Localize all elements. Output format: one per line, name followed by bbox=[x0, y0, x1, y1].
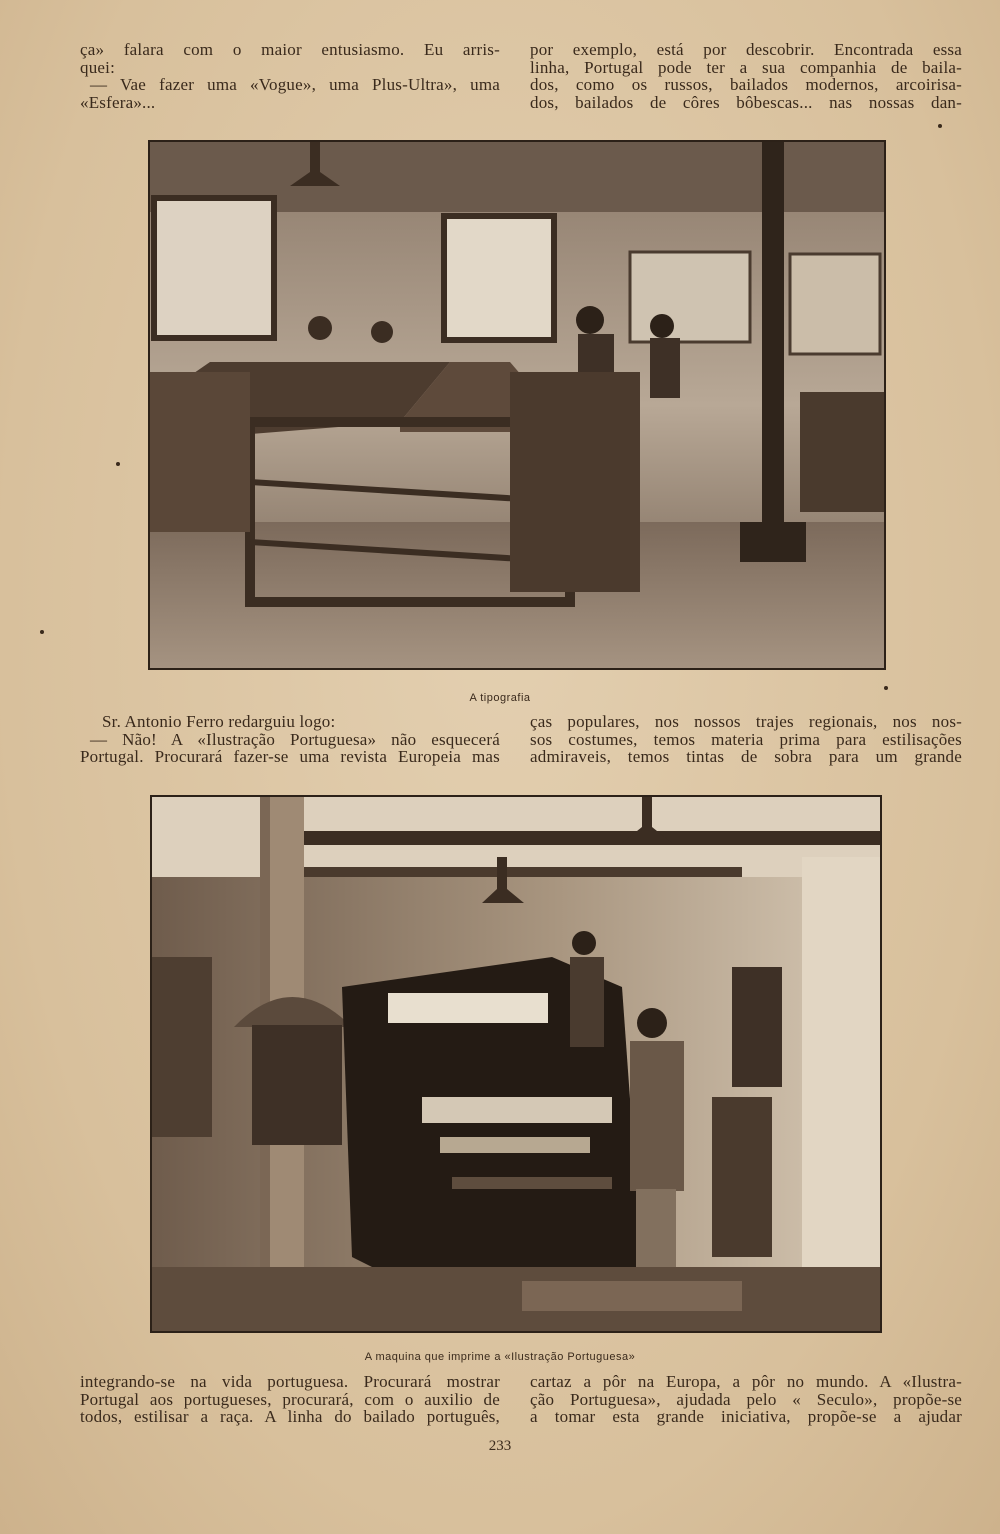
text-line: dos, como os russos, bailados modernos, arcoirisa- bbox=[530, 75, 962, 94]
text-line: quei: bbox=[80, 57, 115, 77]
print-speck bbox=[40, 630, 44, 634]
figure-caption-top: A tipografia bbox=[469, 692, 531, 704]
text-column-top-right bbox=[530, 41, 962, 111]
text-line: cartaz a pôr na Europa, a pôr no mundo. A «Ilustra- bbox=[530, 1372, 962, 1391]
text-line: Portugal. Procurará fazer-se uma revista Europeia mas bbox=[80, 747, 500, 766]
text-line: todos, estilisar a raça. A linha do bailado português, bbox=[80, 1407, 500, 1426]
typography-room-photo bbox=[148, 140, 886, 670]
text-line: ça» falara com o maior entusiasmo. Eu arris- bbox=[80, 40, 500, 59]
text-line: ção Portuguesa», ajudada pelo « Seculo», propõe-se bbox=[530, 1389, 962, 1409]
print-speck bbox=[116, 462, 120, 466]
text-line: — Não! A «Ilustração Portuguesa» não esquecerá bbox=[90, 729, 500, 749]
text-line: Portugal aos portugueses, procurará, com o auxilio de bbox=[80, 1389, 500, 1409]
print-speck bbox=[938, 124, 942, 128]
text-line: — Vae fazer uma «Vogue», uma Plus-Ultra», uma bbox=[90, 75, 500, 94]
text-column-mid-left bbox=[80, 713, 500, 766]
text-line: por exemplo, está por descobrir. Encontrada essa bbox=[530, 40, 962, 59]
figure-caption-bottom: A maquina que imprime a «Ilustração Portuguesa» bbox=[364, 1351, 636, 1363]
printing-machine-photo bbox=[150, 795, 882, 1333]
text-column-bottom-left bbox=[80, 1373, 500, 1426]
text-line: dos, bailados de côres bôbescas... nas nossas dan- bbox=[530, 92, 962, 112]
page-number: 233 bbox=[488, 1438, 512, 1454]
text-column-bottom-right bbox=[530, 1373, 962, 1426]
text-line: Sr. Antonio Ferro redarguiu logo: bbox=[102, 712, 336, 731]
text-column-top-left bbox=[80, 41, 500, 111]
text-line: integrando-se na vida portuguesa. Procurará mostrar bbox=[80, 1372, 500, 1391]
text-line: ças populares, nos nossos trajes regionais, nos nos- bbox=[530, 712, 962, 731]
text-line: «Esfera»... bbox=[80, 92, 156, 112]
text-line: sos costumes, temos materia prima para estilisações bbox=[530, 729, 962, 749]
print-speck bbox=[884, 686, 888, 690]
text-column-mid-right bbox=[530, 713, 962, 766]
text-line: a tomar esta grande iniciativa, propõe-se a ajudar bbox=[530, 1407, 962, 1426]
text-line: linha, Portugal pode ter a sua companhia de baila- bbox=[530, 57, 962, 77]
text-line: admiraveis, temos tintas de sobra para um grande bbox=[530, 747, 962, 766]
